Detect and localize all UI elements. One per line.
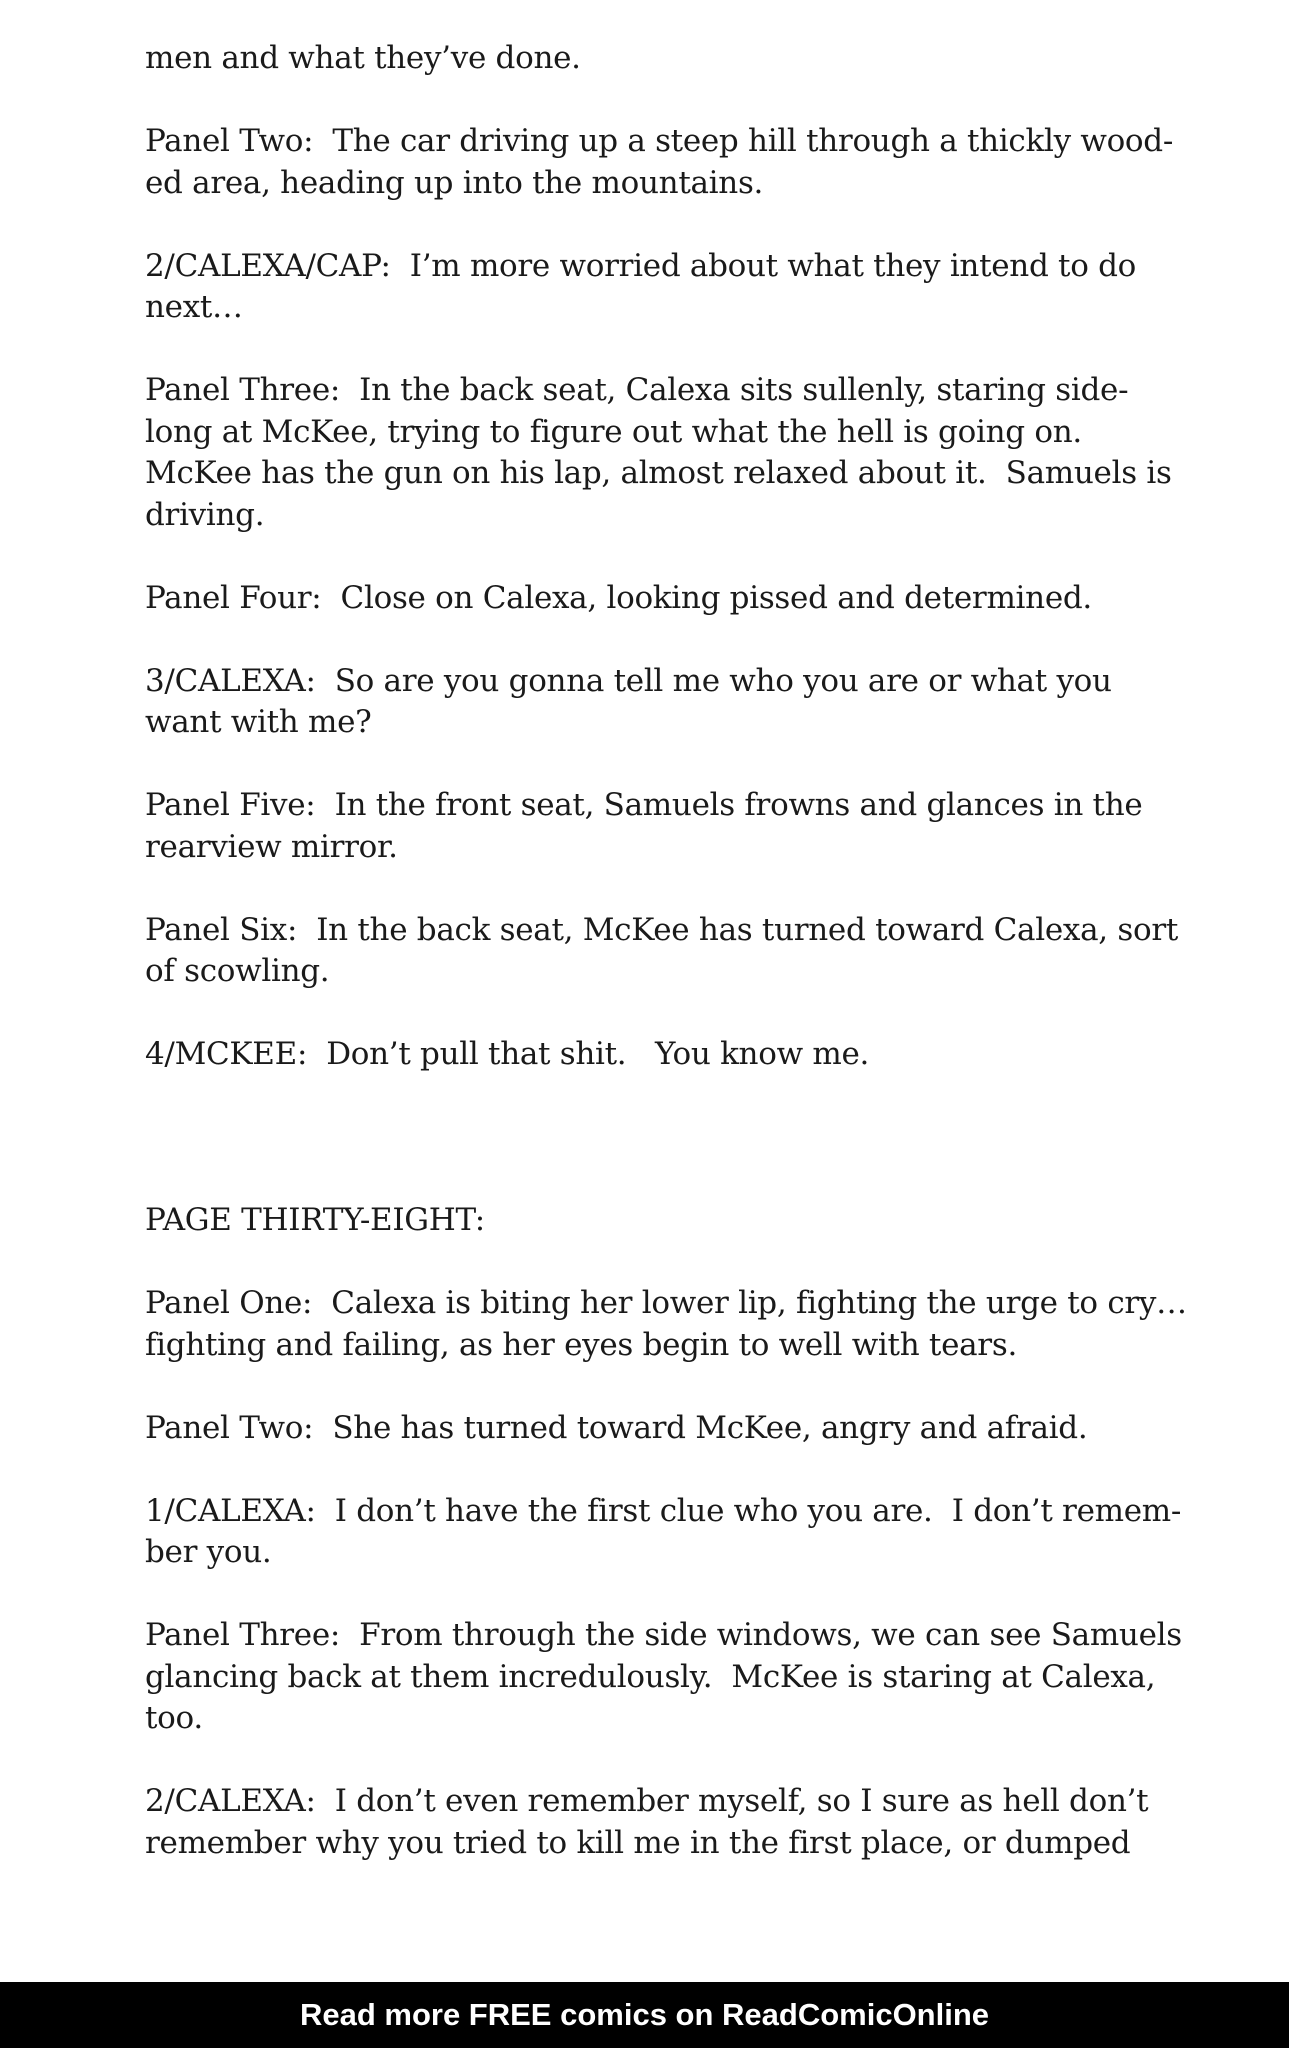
page-heading: PAGE THIRTY-EIGHT: (145, 1202, 485, 1238)
dialogue-line: 4/MCKEE: Don’t pull that shit. You know me. (145, 1036, 870, 1072)
section-spacer (145, 1117, 1255, 1200)
footer-link-text[interactable]: Read more FREE comics on ReadComicOnline (299, 1997, 990, 2032)
panel-description: Panel Six: In the back seat, McKee has turned toward Calexa, sort of scowling. (145, 911, 1179, 989)
dialogue-line: 1/CALEXA: I don’t have the first clue who you are. I don’t remem- ber you. (145, 1492, 1182, 1570)
script-paragraph: men and what they’ve done. (145, 40, 581, 76)
panel-description: Panel One: Calexa is biting her lower lip, fighting the urge to cry… fighting and failing, as her eyes begin to well with tears. (145, 1285, 1187, 1363)
dialogue-line: 3/CALEXA: So are you gonna tell me who you are or what you want with me? (145, 662, 1112, 740)
panel-description: Panel Two: She has turned toward McKee, angry and afraid. (145, 1409, 1088, 1446)
footer-banner[interactable] (0, 1982, 1289, 2048)
panel-description: Panel Three: From through the side windows, we can see Samuels glancing back at them incredulously. McKee is staring at Calexa, too. (145, 1617, 1182, 1736)
dialogue-line: 2/CALEXA: I don’t even remember myself, so I sure as hell don’t remember why you tried to kill me in the first place, or dumped (145, 1783, 1149, 1861)
panel-description: Panel Five: In the front seat, Samuels frowns and glances in the rearview mirror. (145, 787, 1143, 865)
panel-description: Panel Four: Close on Calexa, looking pissed and determined. (145, 579, 1092, 616)
panel-description: Panel Two: The car driving up a steep hill through a thickly wood- ed area, heading up into the mountains. (145, 123, 1174, 201)
script-body (145, 38, 1255, 1906)
caption-line: 2/CALEXA/CAP: I’m more worried about what they intend to do next… (145, 247, 1137, 325)
panel-description: Panel Three: In the back seat, Calexa sits sullenly, staring side- long at McKee, trying to figure out what the hell is going on. McKee has the gun on his lap, almost relaxed about it. Samuels is driving. (145, 372, 1172, 533)
